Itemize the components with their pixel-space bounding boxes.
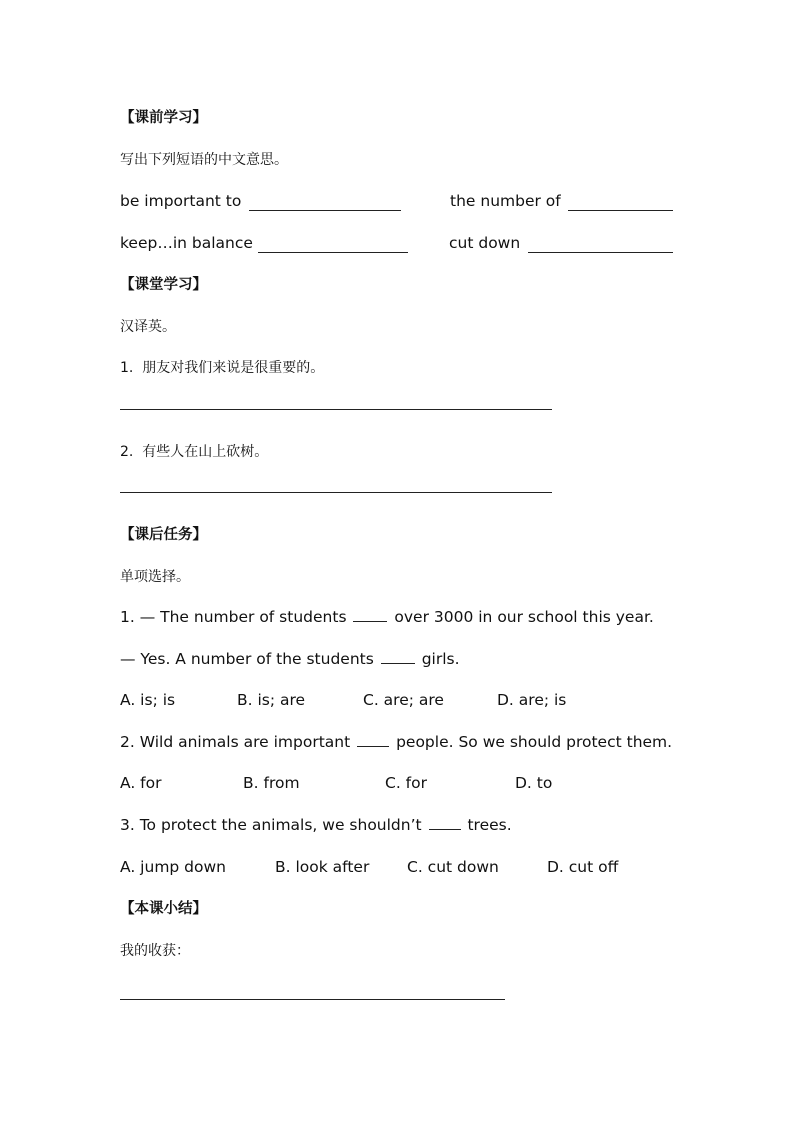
- option-a[interactable]: A. for: [120, 774, 162, 792]
- summary-answer-line[interactable]: [120, 999, 505, 1000]
- section-heading-after-class: 【课后任务】: [120, 527, 207, 543]
- option-c[interactable]: C. cut down: [407, 858, 499, 876]
- option-c[interactable]: C. are; are: [363, 691, 444, 709]
- answer-field-be-important-to[interactable]: [249, 210, 401, 211]
- question-1-text-b: over 3000 in our school this year.: [394, 608, 654, 626]
- blank: [381, 649, 415, 664]
- option-d[interactable]: D. to: [515, 774, 553, 792]
- option-a[interactable]: A. jump down: [120, 858, 227, 876]
- item-number: 2.: [120, 444, 134, 460]
- question-1-text-d: girls.: [421, 650, 460, 668]
- summary-label: 我的收获：: [120, 943, 190, 959]
- phrase-be-important-to: be important to: [120, 192, 242, 210]
- instruction-multiple-choice: 单项选择。: [120, 569, 190, 585]
- answer-line-2[interactable]: [120, 492, 552, 493]
- question-3-text-a: 3. To protect the animals, we shouldn’t: [120, 816, 422, 834]
- blank: [353, 607, 387, 622]
- answer-field-the-number-of[interactable]: [568, 210, 673, 211]
- question-2-stem: [120, 732, 672, 752]
- blank: [357, 732, 389, 747]
- answer-field-cut-down[interactable]: [528, 252, 673, 253]
- question-1-text-a: 1. — The number of students: [120, 608, 347, 626]
- item-number: 1.: [120, 360, 134, 376]
- question-1-options: [120, 690, 680, 710]
- phrase-keep-in-balance: keep…in balance: [120, 234, 253, 252]
- option-b[interactable]: B. is; are: [237, 691, 306, 709]
- question-1-line-1: [120, 607, 654, 627]
- question-3-stem: [120, 815, 512, 835]
- section-heading-pre-class: 【课前学习】: [120, 110, 207, 126]
- instruction-translate-phrases: 写出下列短语的中文意思。: [120, 152, 288, 168]
- item-text: 朋友对我们来说是很重要的。: [142, 360, 325, 376]
- question-2-text-a: 2. Wild animals are important: [120, 733, 351, 751]
- option-b[interactable]: B. look after: [275, 858, 370, 876]
- question-3-text-b: trees.: [467, 816, 512, 834]
- option-b[interactable]: B. from: [243, 774, 300, 792]
- question-1-text-c: — Yes. A number of the students: [120, 650, 374, 668]
- question-3-options: [120, 857, 680, 877]
- option-d[interactable]: D. cut off: [547, 858, 619, 876]
- option-c[interactable]: C. for: [385, 774, 427, 792]
- blank: [429, 815, 461, 830]
- instruction-translate-sentences: 汉译英。: [120, 319, 176, 335]
- phrase-the-number-of: the number of: [450, 192, 561, 210]
- question-2-text-b: people. So we should protect them.: [396, 733, 673, 751]
- section-heading-summary: 【本课小结】: [120, 901, 207, 917]
- section-heading-in-class: 【课堂学习】: [120, 277, 207, 293]
- translation-item-1: [120, 358, 324, 378]
- option-d[interactable]: D. are; is: [497, 691, 567, 709]
- answer-field-keep-in-balance[interactable]: [258, 252, 408, 253]
- translation-item-2: [120, 442, 268, 462]
- question-2-options: [120, 773, 680, 793]
- answer-line-1[interactable]: [120, 409, 552, 410]
- question-1-line-2: [120, 649, 460, 669]
- item-text: 有些人在山上砍树。: [142, 444, 269, 460]
- phrase-cut-down: cut down: [449, 234, 521, 252]
- option-a[interactable]: A. is; is: [120, 691, 176, 709]
